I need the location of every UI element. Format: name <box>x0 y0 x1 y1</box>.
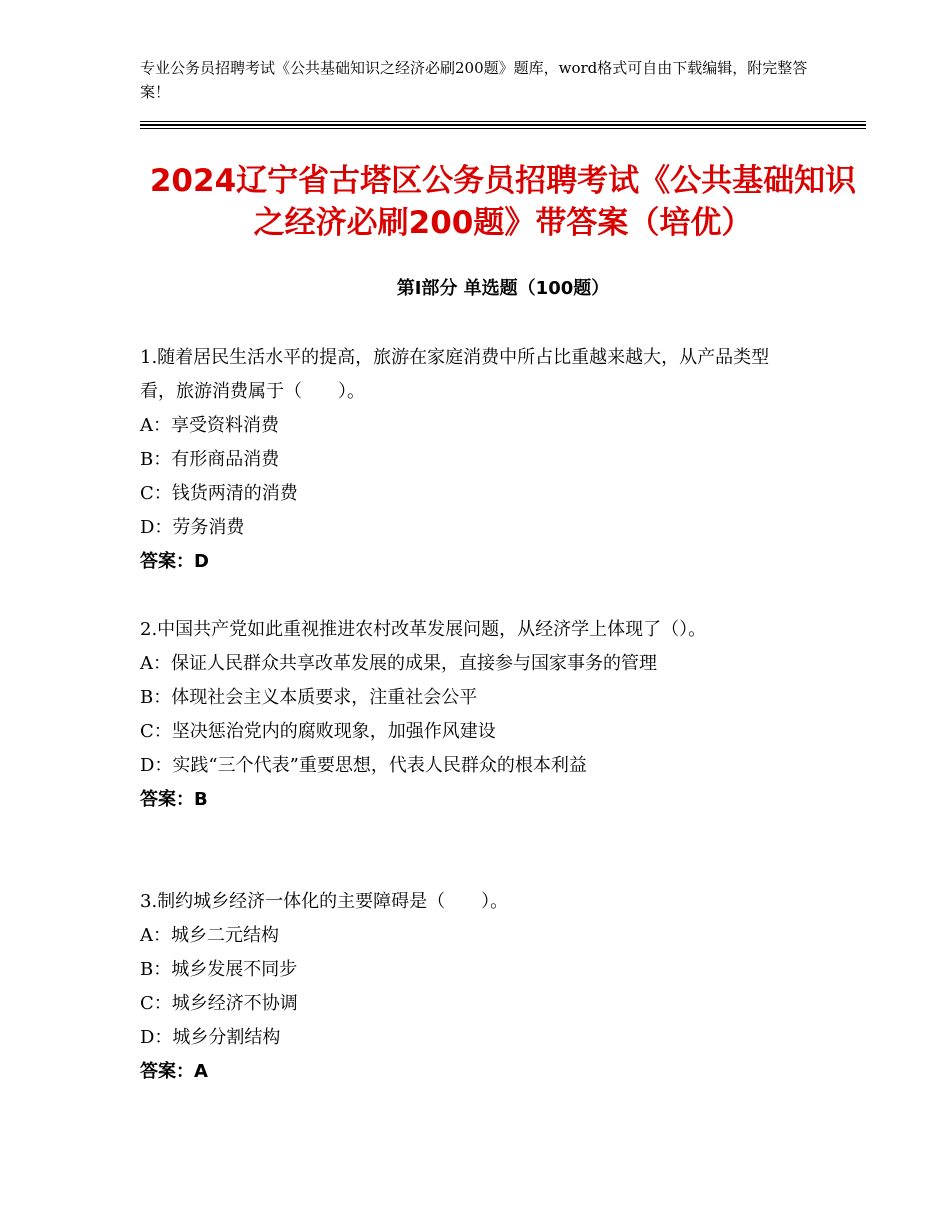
header-note: 专业公务员招聘考试《公共基础知识之经济必刷200题》题库，word格式可自由下载编辑，附完整答案！ <box>140 59 808 101</box>
question-stem: 1.随着居民生活水平的提高，旅游在家庭消费中所占比重越来越大，从产品类型看，旅游消费属于（ ）。 <box>140 347 770 402</box>
answer: 答案：B <box>140 789 208 810</box>
header-divider-middle <box>140 124 866 126</box>
option-c: C：钱货两清的消费 <box>140 483 298 504</box>
option-d: D：城乡分割结构 <box>140 1027 281 1048</box>
option-a: A：享受资料消费 <box>140 415 279 436</box>
option-b: B：体现社会主义本质要求，注重社会公平 <box>140 687 478 708</box>
option-d: D：实践“三个代表”重要思想，代表人民群众的根本利益 <box>140 755 587 776</box>
question-3 <box>140 885 800 1089</box>
option-b: B：有形商品消费 <box>140 449 280 470</box>
question-2 <box>140 613 800 817</box>
option-c: C：城乡经济不协调 <box>140 993 298 1014</box>
document-title: 2024辽宁省古塔区公务员招聘考试《公共基础知识之经济必刷200题》带答案（培优） <box>149 163 857 241</box>
question-stem: 3.制约城乡经济一体化的主要障碍是（ ）。 <box>140 891 509 912</box>
option-b: B：城乡发展不同步 <box>140 959 298 980</box>
option-d: D：劳务消费 <box>140 517 245 538</box>
option-a: A：城乡二元结构 <box>140 925 279 946</box>
question-stem: 2.中国共产党如此重视推进农村改革发展问题，从经济学上体现了（）。 <box>140 619 707 640</box>
option-c: C：坚决惩治党内的腐败现象，加强作风建设 <box>140 721 496 742</box>
question-1 <box>140 341 800 579</box>
section-title: 第Ⅰ部分 单选题（100题） <box>396 278 610 299</box>
header-divider-top <box>140 121 866 122</box>
option-a: A：保证人民群众共享改革发展的成果，直接参与国家事务的管理 <box>140 653 657 674</box>
answer: 答案：D <box>140 551 209 572</box>
header-divider-bottom <box>140 128 866 129</box>
answer: 答案：A <box>140 1061 208 1082</box>
